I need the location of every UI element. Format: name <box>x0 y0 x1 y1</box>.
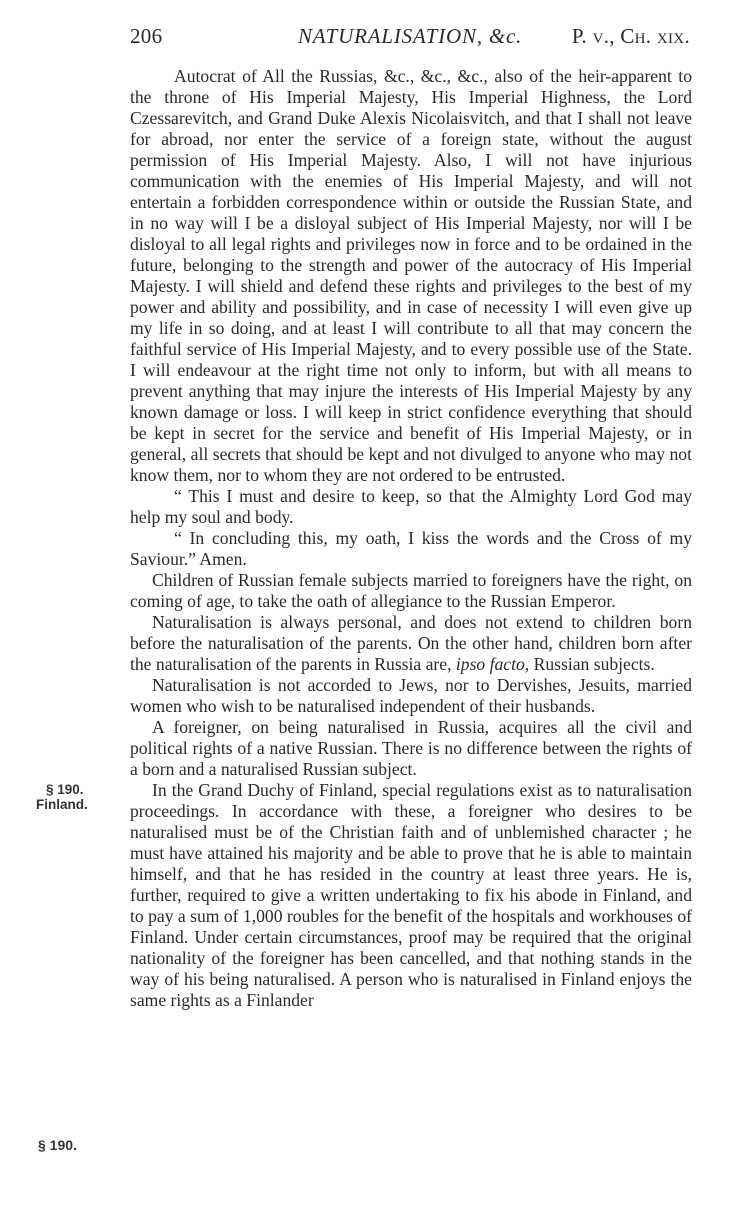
paragraph-finland: In the Grand Duchy of Finland, special regulations exist as to naturalisation proceedings. In accordance with these, a foreigner who desires to be naturalised must be of the Christian faith and of unblemished character ; he must have attained his majority and be able to prove that he is able to maintain himself, and that he has resided in the country at least three years. He is, further, required to give a written undertaking to fix his abode in Finland, and to pay a sum of 1,000 roubles for the benefit of the hospitals and workhouses of Finland. Under certain circumstances, proof may be required that the original nationality of the foreigner has been cancelled, and that nothing stands in the way of his being naturalised. A person who is naturalised in Finland enjoys the same rights as a Finlander <box>130 780 692 1010</box>
margin-note <box>36 782 126 812</box>
paragraph-foreigner-rights: A foreigner, on being naturalised in Russia, acquires all the civil and political rights of a native Russian. There is no difference between the rights of a born and a naturalised Russian subject. <box>130 717 692 779</box>
paragraph-text-italic: ipso facto, <box>455 654 530 674</box>
margin-place: Finland. <box>36 797 88 812</box>
paragraph-oath-text: Autocrat of All the Russias, &c., &c., &c., also of the heir-apparent to the throne of His Imperial Majesty, His Imperial Highness, the Lord Czessarevitch, and Grand Duke Alexis Nicolaisvitch, and that I shall not leave for abroad, nor enter the service of a foreign state, without the august permission of His Imperial Majesty. Also, I will not have injurious communication with the enemies of His Imperial Majesty, and will not entertain a forbidden correspondence within or outside the Russian State, and in no way will I be a disloyal subject of His Imperial Majesty, nor will I be disloyal to all legal rights and privileges now in force and to be ordained in the future, belonging to the strength and power of the autocracy of His Imperial Majesty. I will shield and defend these rights and privileges to the best of my power and ability and possibility, and in case of necessity I will even give up my life in so doing, and at least I will contribute to all that may concern the faithful service of His Imperial Majesty, and to every possible use of the State. I will endeavour at the right time not only to inform, but with all means to prevent anything that may injure the interests of His Imperial Majesty by any known damage or loss. I will keep in strict confidence everything that should be kept in secret for the service and benefit of His Imperial Majesty, or in general, all secrets that should be kept and not divulged to anyone who may not know them, nor to whom they are not ordered to be entrusted. <box>130 66 692 485</box>
paragraph-oath-conclude: “ In concluding this, my oath, I kiss the words and the Cross of my Saviour.” Amen. <box>130 528 692 569</box>
running-title: NATURALISATION, &c. <box>298 24 523 48</box>
paragraph-text-after: Russian subjects. <box>529 654 655 674</box>
footer-section-note: § 190. <box>38 1137 77 1153</box>
chapter-reference: P. v., Ch. xix. <box>571 24 690 48</box>
paragraph-oath-keep: “ This I must and desire to keep, so that the Almighty Lord God may help my soul and body. <box>130 486 692 527</box>
margin-section-number: § 190. <box>46 782 84 797</box>
paragraph-naturalisation-personal <box>130 612 692 675</box>
paragraph-children-female-subjects: Children of Russian female subjects married to foreigners have the right, on coming of age, to take the oath of allegiance to the Russian Emperor. <box>130 570 692 611</box>
paragraph-naturalisation-not-accorded: Naturalisation is not accorded to Jews, nor to Dervishes, Jesuits, married women who wish to be naturalised independent of their husbands. <box>130 675 692 716</box>
page-number: 206 <box>130 24 163 48</box>
body-text <box>130 66 692 1011</box>
running-header <box>130 24 690 50</box>
paragraph-text-before: Naturalisation is always personal, and does not extend to children born before the naturalisation of the parents. On the other hand, children born after the naturalisation of the parents in Russia are, <box>130 612 692 674</box>
